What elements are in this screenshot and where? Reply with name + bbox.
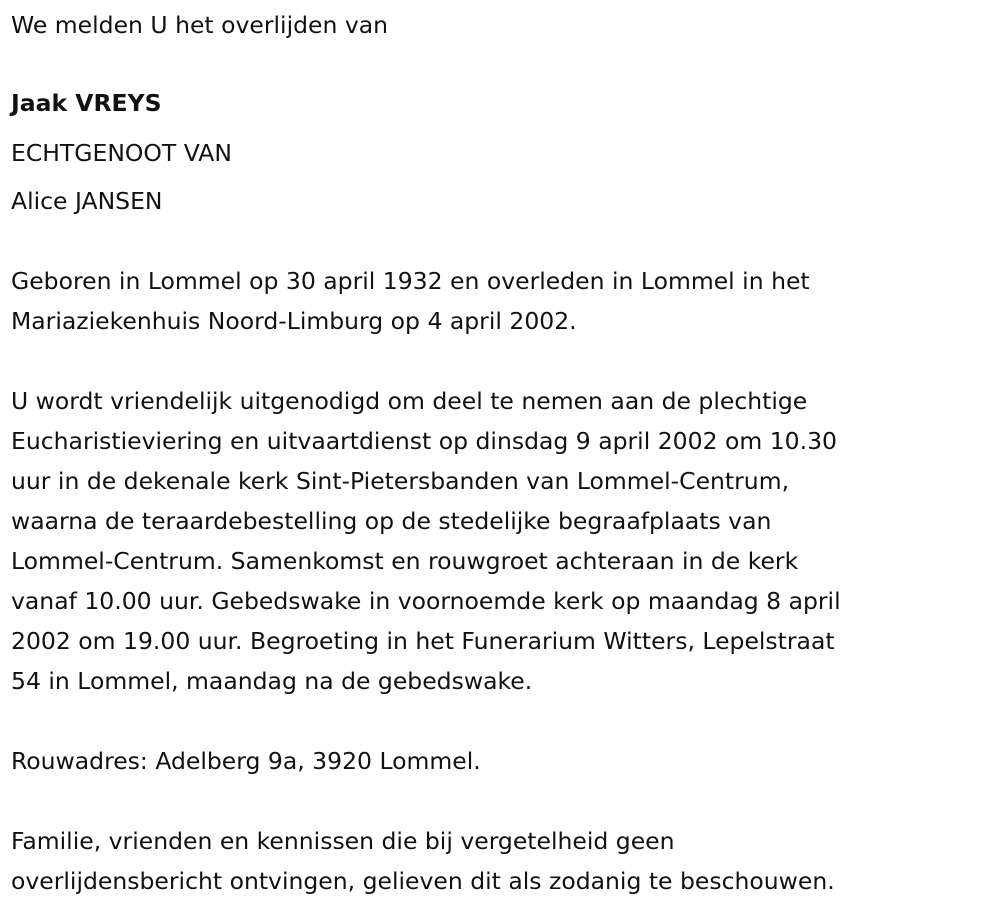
paragraph-line: U wordt vriendelijk uitgenodigd om deel te nemen aan de plechtige [11, 387, 808, 415]
spouse-name: Alice JANSEN [11, 187, 163, 215]
paragraph-line: Lommel-Centrum. Samenkomst en rouwgroet achteraan in de kerk [11, 547, 799, 575]
paragraph-line: Familie, vrienden en kennissen die bij vergetelheid geen [11, 827, 675, 855]
mourning-address: Rouwadres: Adelberg 9a, 3920 Lommel. [11, 747, 481, 775]
paragraph-line: waarna de teraardebestelling op de stedelijke begraafplaats van [11, 507, 772, 535]
paragraph-line: 2002 om 19.00 uur. Begroeting in het Funerarium Witters, Lepelstraat [11, 627, 835, 655]
closing-paragraph [11, 821, 841, 901]
ceremony-paragraph [11, 381, 841, 701]
birth-death-paragraph [11, 261, 841, 341]
paragraph-line: Eucharistieviering en uitvaartdienst op dinsdag 9 april 2002 om 10.30 [11, 427, 837, 455]
paragraph-line: vanaf 10.00 uur. Gebedswake in voornoemde kerk op maandag 8 april [11, 587, 841, 615]
paragraph-line: uur in de dekenale kerk Sint-Pietersbanden van Lommel-Centrum, [11, 467, 790, 495]
relation-text: ECHTGENOOT VAN [11, 139, 232, 167]
paragraph-line: 54 in Lommel, maandag na de gebedswake. [11, 667, 533, 695]
paragraph-line: Mariaziekenhuis Noord-Limburg op 4 april 2002. [11, 307, 577, 335]
paragraph-line: Geboren in Lommel op 30 april 1932 en overleden in Lommel in het [11, 267, 810, 295]
intro-text: We melden U het overlijden van [11, 11, 389, 39]
obituary-notice [11, 5, 841, 901]
paragraph-line: overlijdensbericht ontvingen, gelieven dit als zodanig te beschouwen. [11, 867, 835, 895]
deceased-name: Jaak VREYS [11, 89, 162, 117]
